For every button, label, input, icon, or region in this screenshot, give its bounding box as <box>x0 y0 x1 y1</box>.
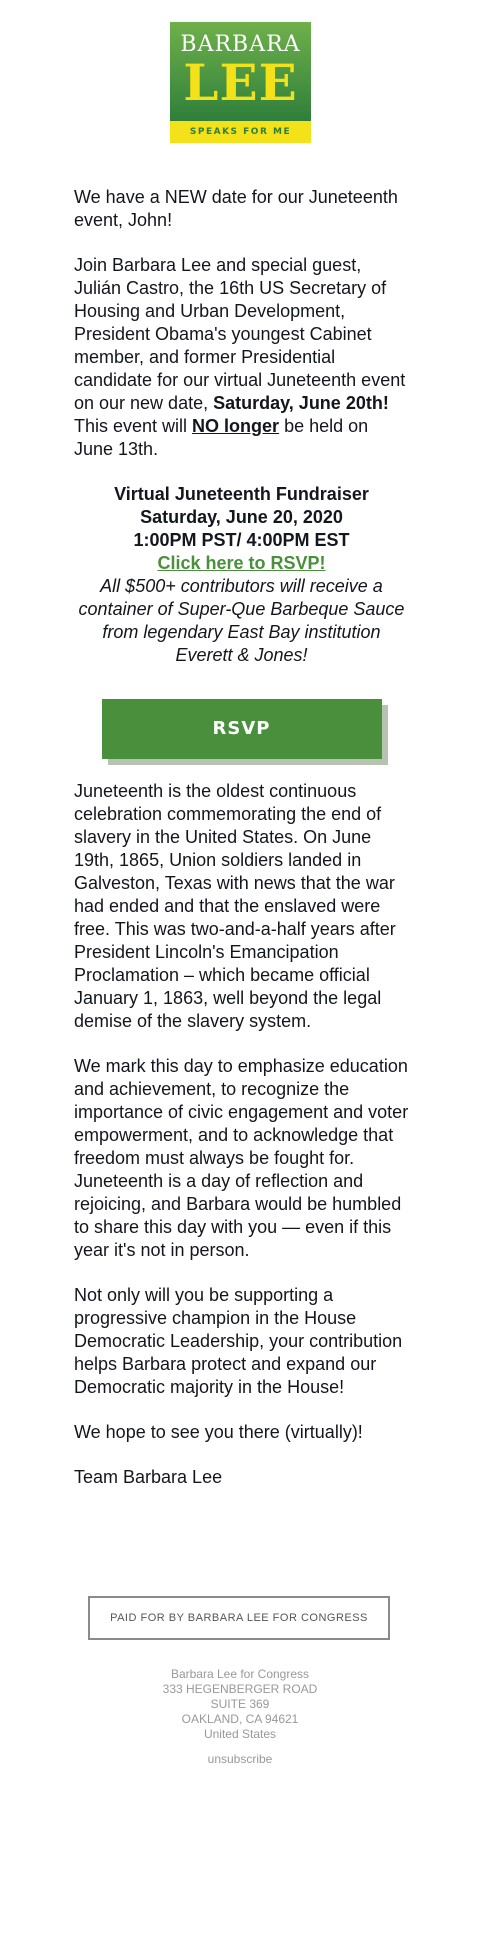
event-date: Saturday, June 20, 2020 <box>140 507 343 527</box>
footer-city: OAKLAND, CA 94621 <box>181 1712 299 1726</box>
rsvp-link[interactable]: Click here to RSVP! <box>157 553 326 573</box>
announcement-end: be held on June 13th. <box>74 416 369 459</box>
logo-name-panel <box>170 22 311 121</box>
event-time: 1:00PM PST/ 4:00PM EST <box>133 530 350 550</box>
announcement-after: This event will <box>74 416 193 436</box>
intro-paragraph: We have a NEW date for our Juneteenth event, John! <box>74 187 398 230</box>
event-details <box>74 483 409 667</box>
email-body <box>74 186 409 1511</box>
event-title: Virtual Juneteenth Fundraiser <box>114 484 369 504</box>
hope-paragraph: We hope to see you there (virtually)! <box>74 1422 363 1442</box>
barbara-lee-logo <box>170 22 311 143</box>
logo-first-name: BARBARA <box>180 32 301 57</box>
unsubscribe-link[interactable]: unsubscribe <box>207 1752 273 1766</box>
footer-country: United States <box>203 1727 277 1741</box>
juneteenth-meaning-paragraph: We mark this day to emphasize education and achievement, to recognize the importance of civic engagement and voter empowerment, and to acknowledge that freedom must always be fought for. Juneteenth is a day of reflection and rejoicing, and Barbara would be humbled to share this day with you — even if this year it's not in person. <box>74 1056 409 1260</box>
paid-for-disclaimer: PAID FOR BY BARBARA LEE FOR CONGRESS <box>88 1596 390 1640</box>
signoff: Team Barbara Lee <box>74 1467 223 1487</box>
logo-tagline: SPEAKS FOR ME <box>170 121 311 143</box>
no-longer-emphasis: NO longer <box>192 416 280 436</box>
rsvp-button[interactable]: RSVP <box>102 699 382 759</box>
contributor-note: All $500+ contributors will receive a container of Super-Que Barbeque Sauce from legendary East Bay institution Everett & Jones! <box>78 576 405 665</box>
footer-street: 333 HEGENBERGER ROAD <box>162 1682 318 1696</box>
event-announcement-paragraph <box>74 254 409 461</box>
juneteenth-history-paragraph: Juneteenth is the oldest continuous celebration commemorating the end of slavery in the United States. On June 19th, 1865, Union soldiers landed in Galveston, Texas with news that the war had ended and that the enslaved were free. This was two-and-a-half years after President Lincoln's Emancipation Proclamation – which became official January 1, 1863, well beyond the legal demise of the slavery system. <box>74 781 396 1031</box>
footer-org: Barbara Lee for Congress <box>170 1667 310 1681</box>
footer-suite: SUITE 369 <box>210 1697 270 1711</box>
announcement-text: Join Barbara Lee and special guest, Julián Castro, the 16th US Secretary of Housing and Urban Development, President Obama's youngest Cabinet member, and former Presidential candidate for our virtual Juneteenth event on our new date, <box>74 255 406 413</box>
support-paragraph: Not only will you be supporting a progressive champion in the House Democratic Leadership, your contribution helps Barbara protect and expand our Democratic majority in the House! <box>74 1285 403 1397</box>
logo-last-name: LEE <box>183 53 298 112</box>
rsvp-button-container <box>102 699 382 760</box>
new-date-bold: Saturday, June 20th! <box>213 393 389 413</box>
footer-address <box>0 1667 480 1767</box>
